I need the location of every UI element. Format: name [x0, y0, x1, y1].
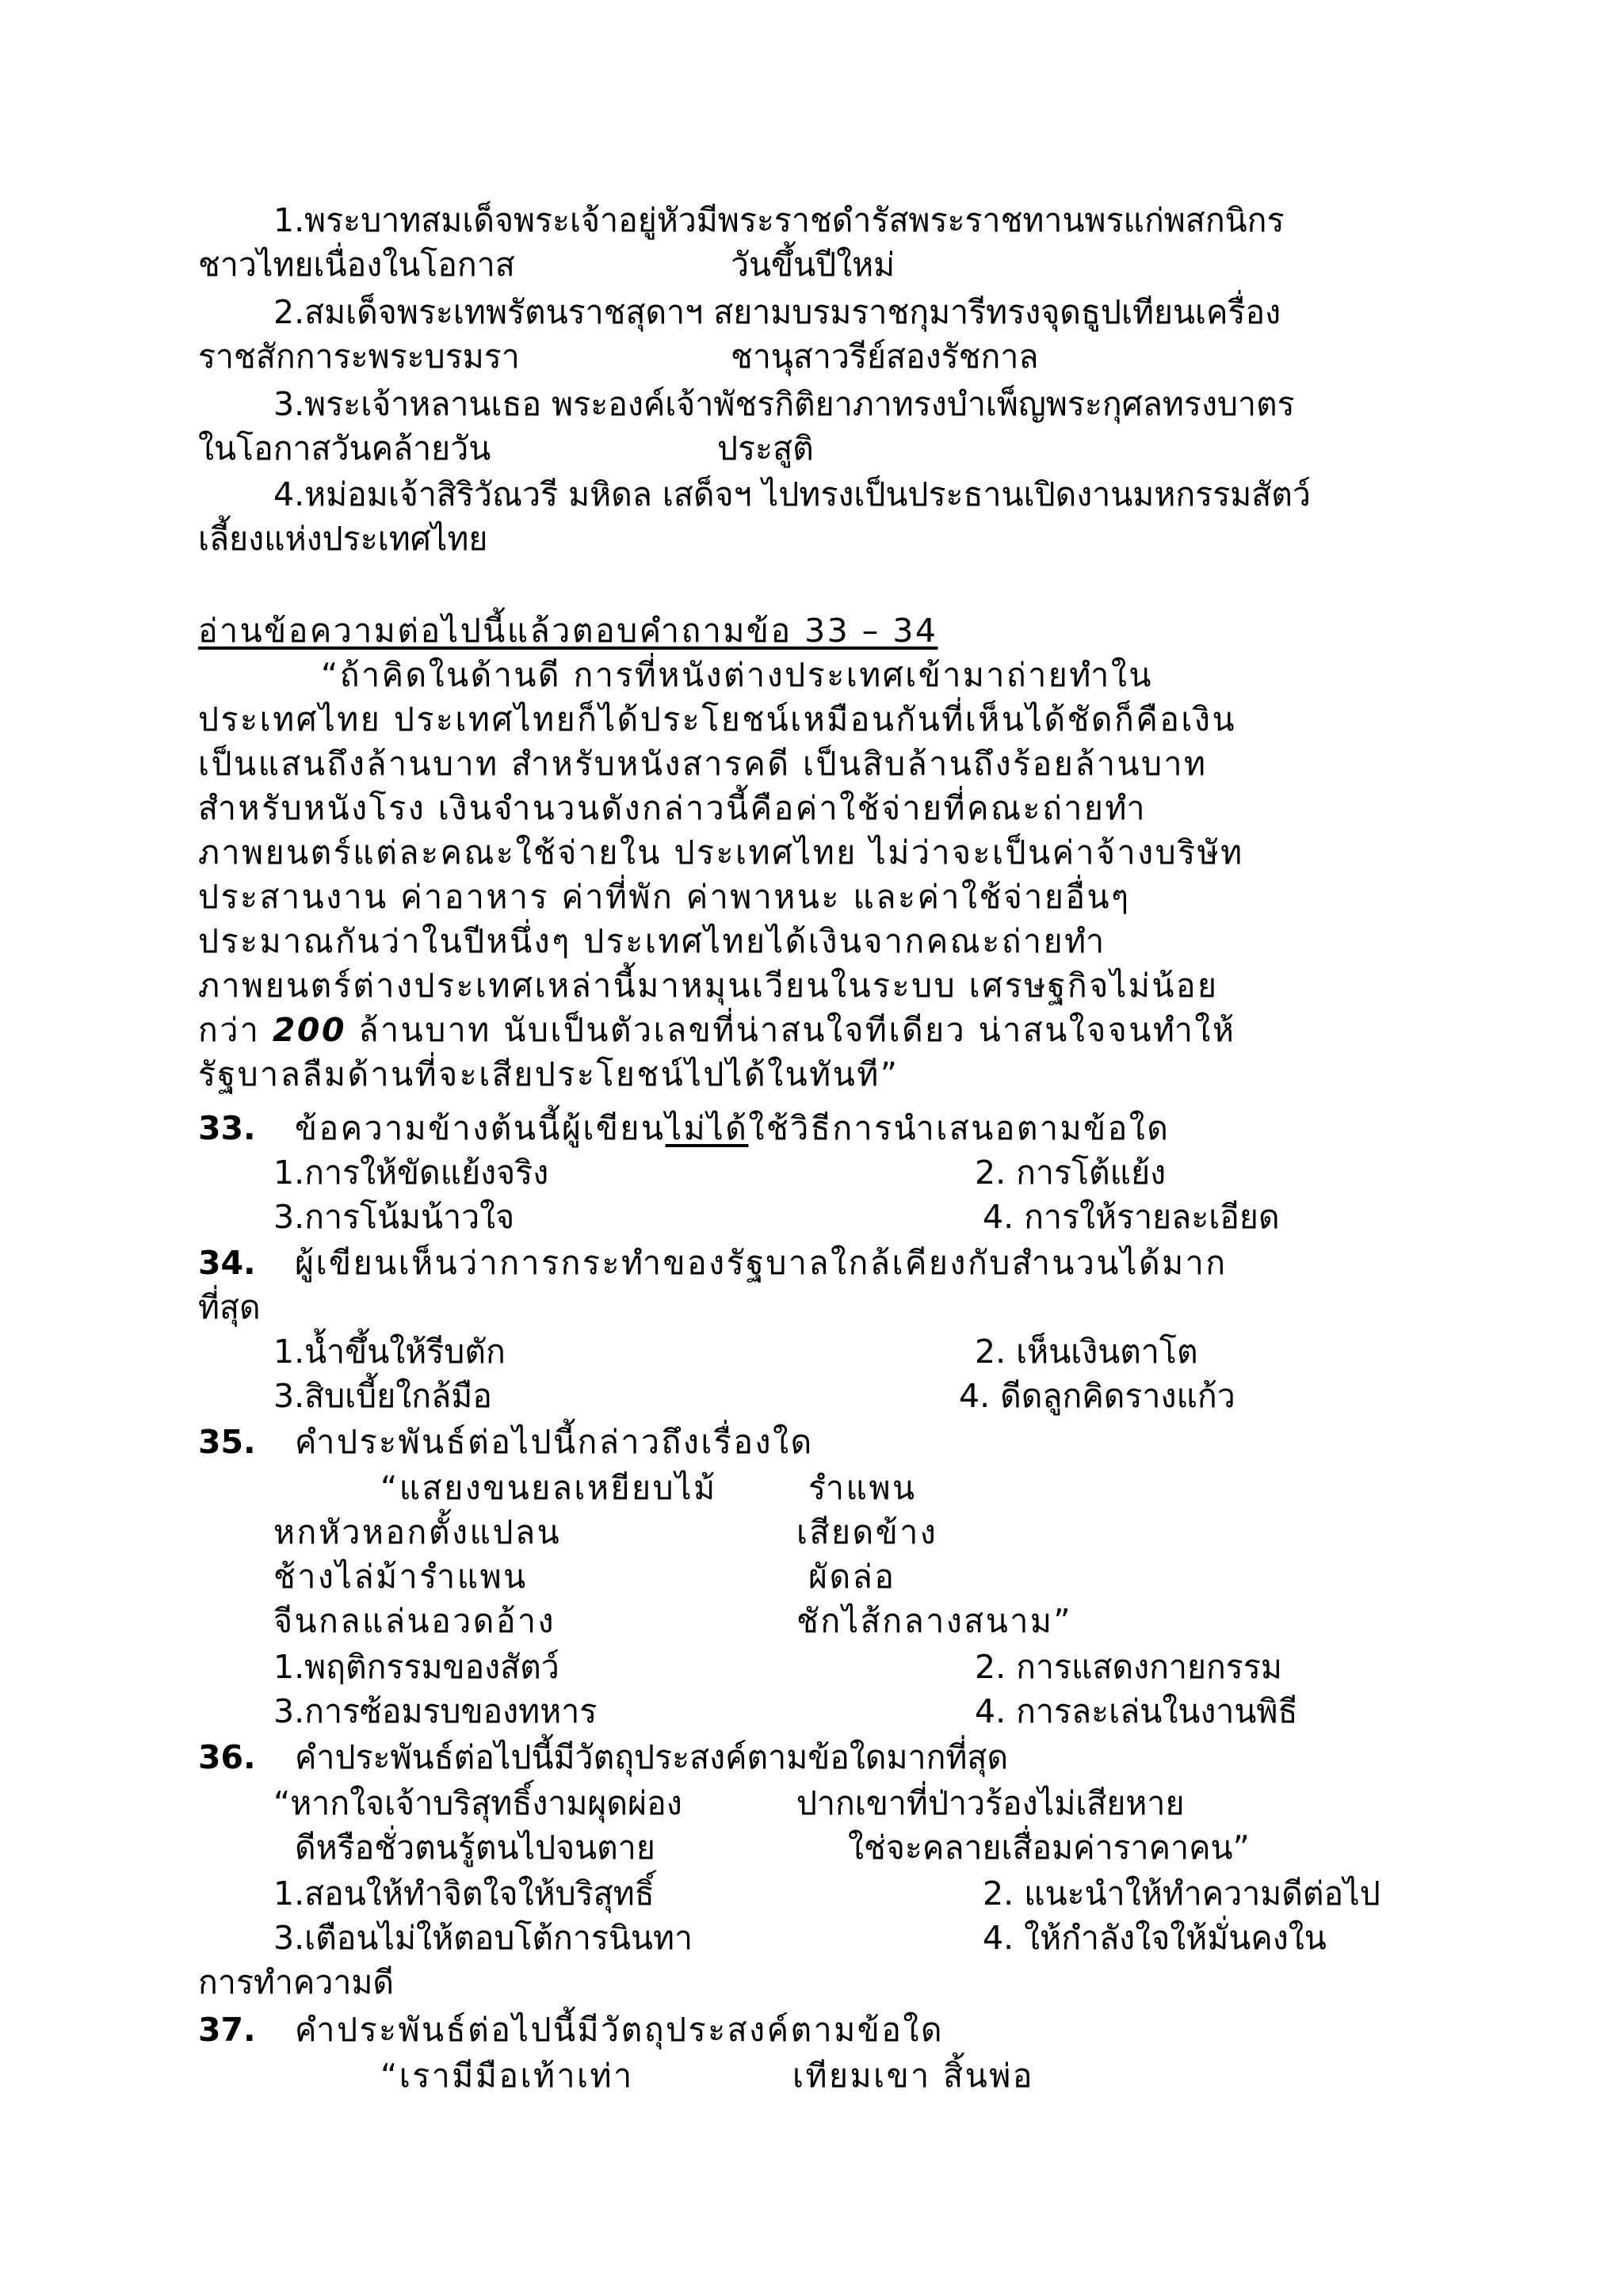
question-number: 33.	[198, 1109, 256, 1147]
passage-line: ภาพยนตร์ต่างประเทศเหล่านี้มาหมุนเวียนในระบบ เศรษฐกิจไม่น้อย	[198, 967, 1219, 1005]
prev-option-3-line2: ในโอกาสวันคล้ายวัน	[198, 429, 491, 467]
passage-line: เป็นแสนถึงล้านบาท สำหรับหนังสารคดี เป็นสิบล้านถึงร้อยล้านบาท	[198, 745, 1208, 783]
passage-line: ประเทศไทย ประเทศไทยก็ได้ประโยชน์เหมือนกันที่เห็นได้ชัดก็คือเงิน	[198, 700, 1236, 738]
question-number: 36.	[198, 1738, 256, 1776]
choice-3: 3.เตือนไม่ให้ตอบโต้การนินทา	[273, 1919, 693, 1957]
passage-line: ประสานงาน ค่าอาหาร ค่าที่พัก ค่าพาหนะ และค่าใช้จ่ายอื่นๆ	[198, 878, 1131, 916]
question-number: 34.	[198, 1244, 256, 1282]
question-text: ข้อความข้างต้นนี้ผู้เขียน	[295, 1109, 666, 1147]
choice-1: 1.การให้ขัดแย้งจริง	[273, 1154, 549, 1192]
question-number: 35.	[198, 1423, 256, 1461]
choice-4-cont: การทำความดี	[198, 1963, 395, 2001]
prev-option-1-line2: ชาวไทยเนื่องในโอกาส	[198, 246, 515, 284]
question-34-text-cont: ที่สุด	[198, 1288, 261, 1326]
question-36-text: คำประพันธ์ต่อไปนี้มีวัตถุประสงค์ตามข้อใดมากที่สุด	[295, 1738, 1009, 1776]
prev-option-2-line2: ราชสักการะพระบรมรา	[198, 338, 520, 376]
poem-line: เทียมเขา สิ้นพ่อ	[792, 2057, 1034, 2095]
poem-line: ปากเขาที่ป่าวร้องไม่เสียหาย	[796, 1784, 1185, 1822]
passage-line: “ถ้าคิดในด้านดี การที่หนังต่างประเทศเข้ามาถ่ายทำใน	[321, 656, 1153, 694]
poem-line: “เรามีมือเท้าเท่า	[380, 2057, 634, 2095]
choice-4: 4. ให้กำลังใจให้มั่นคงใน	[983, 1919, 1327, 1957]
question-emphasis: ไม่ได้	[665, 1109, 749, 1147]
choice-4: 4. การละเล่นในงานพิธี	[975, 1692, 1298, 1730]
passage-line-9	[198, 1008, 1235, 1052]
passage-text: กว่า	[198, 1011, 273, 1049]
choice-3: 3.การโน้มน้าวใจ	[273, 1198, 515, 1236]
passage-text: ล้านบาท นับเป็นตัวเลขที่น่าสนใจทีเดียว น่าสนใจจนทำให้	[346, 1011, 1236, 1049]
choice-2: 2. การโต้แย้ง	[975, 1154, 1167, 1192]
passage-line: รัฐบาลลืมด้านที่จะเสียประโยชน์ไปได้ในทันที”	[198, 1055, 899, 1093]
poem-line: ใช่จะคลายเสื่อมค่าราคาคน”	[848, 1829, 1250, 1867]
poem-line: รำแพน	[808, 1469, 917, 1507]
prev-option-3-line2-tail: ประสูติ	[717, 429, 814, 467]
choice-3: 3.สิบเบี้ยใกล้มือ	[273, 1377, 492, 1415]
poem-line: “หากใจเจ้าบริสุทธิ์งามผุดผ่อง	[273, 1784, 682, 1822]
choice-2: 2. เห็นเงินตาโต	[975, 1333, 1198, 1371]
choice-1: 1.สอนให้ทำจิตใจให้บริสุทธิ์	[273, 1875, 655, 1913]
prev-option-2-line1: 2.สมเด็จพระเทพรัตนราชสุดาฯ สยามบรมราชกุมารีทรงจุดธูปเทียนเครื่อง	[273, 293, 1281, 331]
poem-line: จีนกลแล่นอวดอ้าง	[273, 1602, 556, 1640]
choice-4: 4. ดีดลูกคิดรางแก้ว	[959, 1377, 1235, 1415]
passage-line: ประมาณกันว่าในปีหนึ่งๆ ประเทศไทยได้เงินจากคณะถ่ายทำ	[198, 922, 1106, 960]
poem-line: ช้างไล่ม้ารำแพน	[273, 1558, 528, 1596]
passage-line: สำหรับหนังโรง เงินจำนวนดังกล่าวนี้คือค่าใช้จ่ายที่คณะถ่ายทำ	[198, 789, 1147, 827]
choice-4: 4. การให้รายละเอียด	[983, 1198, 1280, 1236]
choice-1: 1.น้ำขึ้นให้รีบตัก	[273, 1333, 506, 1371]
prev-option-4-line2: เลี้ยงแห่งประเทศไทย	[198, 520, 488, 558]
choice-3: 3.การซ้อมรบของทหาร	[273, 1692, 598, 1730]
poem-line: ผัดล่อ	[808, 1558, 896, 1596]
prev-option-1-line2-tail: วันขึ้นปีใหม่	[731, 246, 896, 284]
poem-line: “แสยงขนยลเหยียบไม้	[380, 1469, 717, 1507]
section-heading: อ่านข้อความต่อไปนี้แล้วตอบคำถามข้อ 33 – 34	[198, 612, 938, 650]
passage-line: ภาพยนตร์แต่ละคณะใช้จ่ายใน ประเทศไทย ไม่ว่าจะเป็นค่าจ้างบริษัท	[198, 833, 1244, 871]
choice-2: 2. การแสดงกายกรรม	[975, 1648, 1282, 1686]
question-34-text: ผู้เขียนเห็นว่าการกระทำของรัฐบาลใกล้เคียงกับสำนวนได้มาก	[295, 1244, 1228, 1282]
question-number: 37.	[198, 2011, 256, 2049]
choice-2: 2. แนะนำให้ทำความดีต่อไป	[983, 1875, 1381, 1913]
prev-option-3-line1: 3.พระเจ้าหลานเธอ พระองค์เจ้าพัชรกิติยาภาทรงบำเพ็ญพระกุศลทรงบาตร	[273, 385, 1295, 423]
poem-line: ดีหรือชั่วตนรู้ตนไปจนตาย	[295, 1829, 655, 1867]
question-text: ใช้วิธีการนำเสนอตามข้อใด	[748, 1109, 1170, 1147]
prev-option-4-line1: 4.หม่อมเจ้าสิริวัณวรี มหิดล เสด็จฯ ไปทรงเป็นประธานเปิดงานมหกรรมสัตว์	[273, 475, 1311, 513]
prev-option-2-line2-tail: ชานุสาวรีย์สองรัชกาล	[731, 338, 1039, 376]
question-37-text: คำประพันธ์ต่อไปนี้มีวัตถุประสงค์ตามข้อใด	[295, 2011, 945, 2049]
poem-line: หกหัวหอกตั้งแปลน	[273, 1513, 562, 1551]
question-33-text	[295, 1106, 1170, 1150]
question-35-text: คำประพันธ์ต่อไปนี้กล่าวถึงเรื่องใด	[295, 1423, 814, 1461]
poem-line: เสียดข้าง	[796, 1513, 938, 1551]
prev-option-1-line1: 1.พระบาทสมเด็จพระเจ้าอยู่หัวมีพระราชดำรัสพระราชทานพรแก่พสกนิกร	[273, 201, 1285, 239]
highlight-number: 200	[272, 1011, 346, 1049]
choice-1: 1.พฤติกรรมของสัตว์	[273, 1648, 559, 1686]
poem-line: ชักไส้กลางสนาม”	[796, 1602, 1073, 1640]
